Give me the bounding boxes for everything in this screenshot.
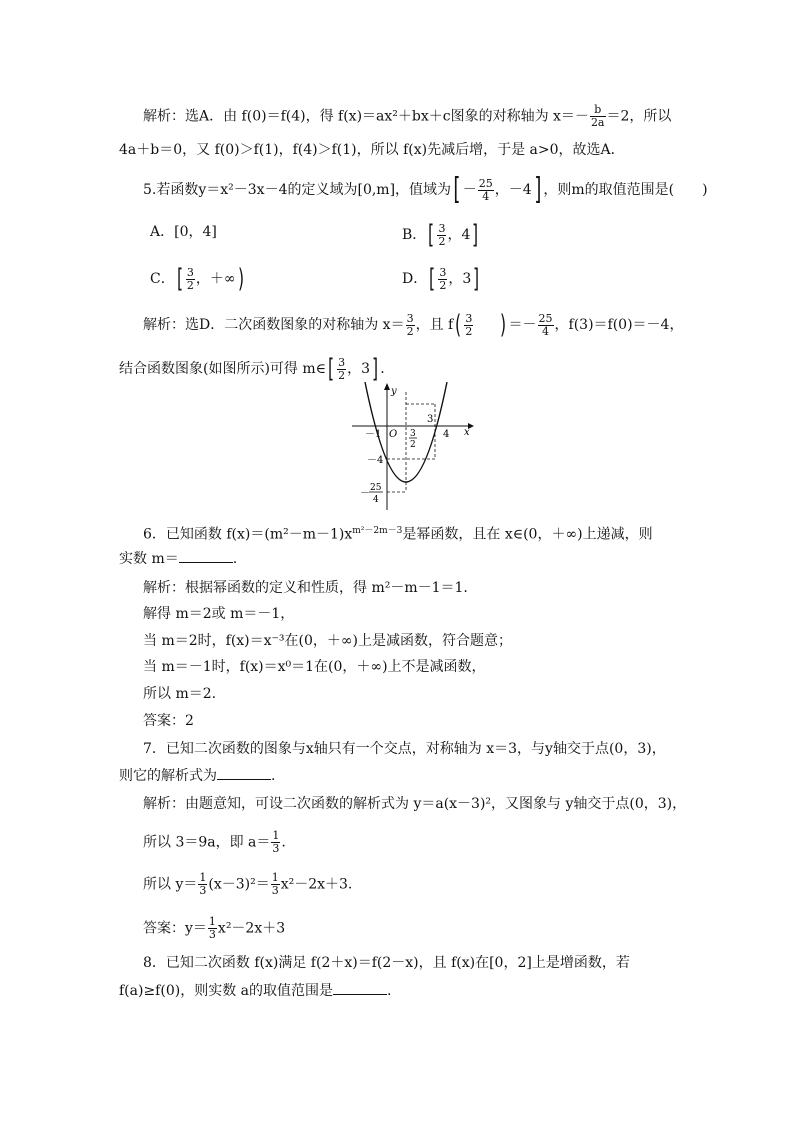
denominator: 2a <box>590 116 605 129</box>
text: x²－2x＋3. <box>280 876 353 893</box>
right-bracket: ] <box>372 354 379 384</box>
label-minus1: －1 <box>365 429 382 440</box>
text: 5.若函数y＝x²－3x－4的定义域为[0,m]，值域为 <box>143 182 452 198</box>
fraction-3-2 <box>437 223 446 248</box>
solution-4-line2: 4a＋b＝0，又 f(0)＞f(1)，f(4)＞f(1)，所以 f(x)先减后增，于是 a>0，故选A． <box>119 142 625 158</box>
text: ，－4 <box>494 182 532 198</box>
numerator: 3 <box>406 311 414 325</box>
fraction-3-2 <box>406 313 415 338</box>
option-b <box>402 222 481 248</box>
answer-6: 答案：2 <box>143 713 194 729</box>
right-bracket: ] <box>473 264 480 294</box>
period: . <box>387 983 392 999</box>
label-25-den: 4 <box>373 495 379 505</box>
text: 则它的解析式为 <box>119 768 217 784</box>
question-8-line1: 8．已知二次函数 f(x)满足 f(2＋x)＝f(2－x)，且 f(x)在[0，2]上是增函数，若 <box>143 955 630 971</box>
y-axis-arrow <box>384 383 390 390</box>
denominator: 2 <box>439 278 447 292</box>
numerator: 3 <box>186 265 194 279</box>
label-minus-sign: － <box>360 488 370 499</box>
right-paren: ) <box>237 264 244 294</box>
numerator: 1 <box>199 871 207 884</box>
fraction-25-4 <box>478 178 494 203</box>
denominator: 3 <box>208 928 216 941</box>
left-bracket: [ <box>453 172 461 207</box>
denominator: 3 <box>199 884 207 897</box>
denominator: 4 <box>542 324 550 338</box>
text: ，＋∞ <box>195 271 236 287</box>
text: x²－2x＋3 <box>217 920 286 937</box>
denominator: 3 <box>272 842 280 855</box>
period: . <box>232 551 238 567</box>
denominator: 2 <box>406 324 414 338</box>
question-7-line1: 7．已知二次函数的图象与x轴只有一个交点，对称轴为 x＝3，与y轴交于点(0，3)， <box>143 741 666 757</box>
fraction-3-2 <box>186 267 195 292</box>
text: 解析：选A．由 f(0)＝f(4)，得 f(x)＝ax²＋bx＋c图象的对称轴为 x＝－ <box>143 108 589 125</box>
answer-blank <box>333 982 387 995</box>
numerator: 25 <box>538 311 553 325</box>
parabola-graph <box>352 382 476 512</box>
denominator: 4 <box>482 189 490 203</box>
right-bracket: ] <box>472 220 479 250</box>
option-a: A．[0，4] <box>150 224 217 240</box>
numerator: 3 <box>439 265 447 279</box>
fraction-1-3 <box>271 872 280 897</box>
question-6-line1 <box>143 521 653 545</box>
text: 实数 m＝ <box>119 551 179 567</box>
text: 所以 3＝9a，即 a＝ <box>143 834 271 851</box>
fraction-1-3 <box>198 872 207 897</box>
text: ，f(3)＝f(0)＝－4， <box>554 317 684 333</box>
answer-blank <box>217 767 271 780</box>
answer-blank <box>179 550 233 563</box>
solution-5-line1 <box>143 312 683 338</box>
text: f(a)≥f(0)，则实数 a的取值范围是 <box>119 983 333 999</box>
solution-7-line2 <box>143 830 286 855</box>
denominator: 2 <box>465 324 473 338</box>
left-bracket: [ <box>328 354 335 384</box>
period: . <box>271 768 276 784</box>
fraction-1-3 <box>271 830 280 855</box>
answer-7 <box>143 916 285 941</box>
question-5 <box>143 172 708 207</box>
text: (x－3)²＝ <box>208 876 270 893</box>
text: 所以 y＝ <box>143 876 198 893</box>
solution-4-line1 <box>143 104 671 129</box>
numerator: 3 <box>438 221 446 235</box>
numerator: b <box>590 104 606 117</box>
option-c <box>150 266 246 292</box>
solution-7-line3 <box>143 872 352 897</box>
text: ，4 <box>447 227 471 243</box>
left-bracket: [ <box>428 220 435 250</box>
denominator: 2 <box>186 278 194 292</box>
text: ＝－ <box>508 317 537 333</box>
label-3: 3 <box>427 414 434 425</box>
left-paren: ( <box>455 310 462 340</box>
text: ，且 f <box>415 317 454 333</box>
label-3-2-den: 2 <box>410 440 416 450</box>
label-origin: O <box>389 429 398 440</box>
y-label: y <box>391 386 397 397</box>
label-4: 4 <box>443 429 450 440</box>
question-7-line2 <box>119 766 275 786</box>
question-6-line2 <box>119 549 237 569</box>
text: 结合函数图象(如图所示)可得 m∈ <box>119 361 327 377</box>
solution-6-line5: 所以 m＝2. <box>143 686 217 702</box>
solution-6-line3: 当 m＝2时，f(x)＝x⁻³在(0，＋∞)上是减函数，符合题意； <box>143 633 513 649</box>
text: 解析：选D．二次函数图象的对称轴为 x＝ <box>143 317 405 333</box>
solution-6-line1: 解析：根据幂函数的定义和性质，得 m²－m－1＝1. <box>143 580 468 596</box>
denominator: 3 <box>271 884 279 897</box>
left-bracket: [ <box>429 264 436 294</box>
solution-6-line4: 当 m＝－1时，f(x)＝x⁰＝1在(0，＋∞)上不是减函数， <box>143 659 486 675</box>
solution-6-line2: 解得 m＝2或 m＝－1， <box>143 606 295 622</box>
label-minus4: －4 <box>367 455 384 466</box>
label-25-num: 25 <box>370 483 382 493</box>
numerator: 3 <box>338 355 346 369</box>
left-bracket: [ <box>176 264 183 294</box>
denominator: 2 <box>338 368 346 382</box>
fraction-1-3 <box>208 916 217 941</box>
fraction-25-4 <box>538 313 554 338</box>
solution-5-line2 <box>119 356 385 382</box>
question-8-line2 <box>119 981 391 1001</box>
numerator: 1 <box>272 829 280 842</box>
text: C． <box>150 271 175 287</box>
exponent: m²－2m－3 <box>352 526 403 536</box>
text: D． <box>402 271 428 287</box>
x-label: x <box>464 427 470 438</box>
text: ＝2，所以 <box>606 108 672 125</box>
fraction-3-2 <box>464 313 473 338</box>
right-paren: ) <box>500 310 507 340</box>
label-3-2-num: 3 <box>410 429 416 439</box>
solution-7-line1: 解析：由题意知，可设二次函数的解析式为 y＝a(x－3)²，又图象与 y轴交于点(0，3)， <box>143 796 687 812</box>
text: 6．已知函数 f(x)＝(m²－m－1)x <box>143 526 353 543</box>
period: . <box>281 834 286 851</box>
option-d <box>402 266 481 292</box>
numerator: 1 <box>208 915 216 928</box>
text: 答案：y＝ <box>143 920 207 937</box>
text: ，3 <box>347 361 371 377</box>
numerator: 25 <box>478 176 493 190</box>
text: ，3 <box>448 271 472 287</box>
denominator: 2 <box>438 234 446 248</box>
fraction-3-2 <box>438 267 447 292</box>
fraction-3-2 <box>337 357 346 382</box>
fraction-b-over-2a <box>590 104 606 129</box>
text: ，则m的取值范围是( ) <box>543 182 708 198</box>
numerator: 1 <box>271 871 279 884</box>
text: 是幂函数，且在 x∈(0，＋∞)上递减，则 <box>402 526 653 543</box>
right-bracket: ] <box>534 172 542 207</box>
period: . <box>380 361 385 377</box>
text: B． <box>402 227 427 243</box>
text: － <box>462 182 477 198</box>
numerator: 3 <box>465 311 473 325</box>
